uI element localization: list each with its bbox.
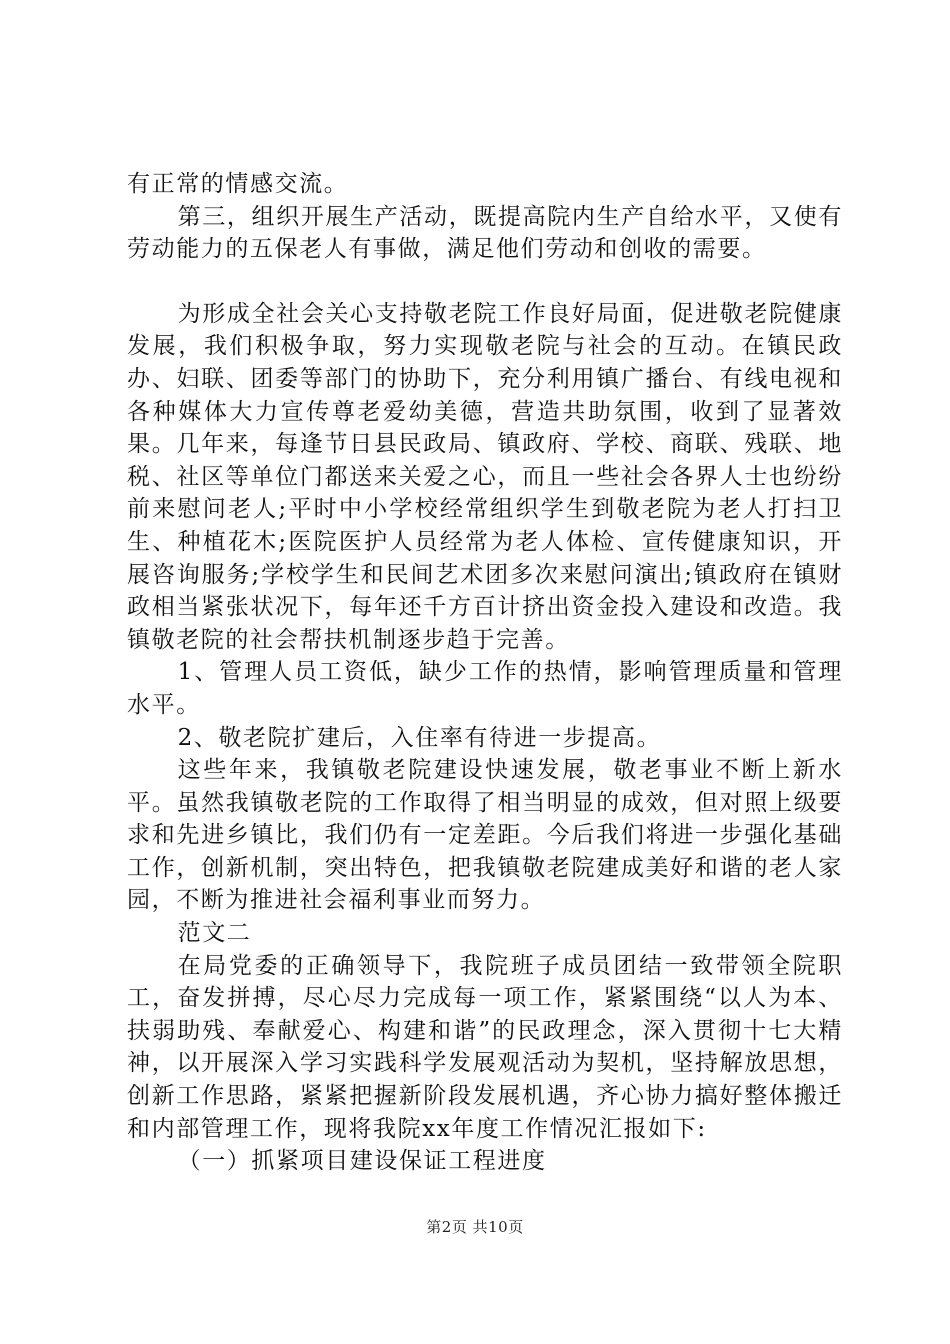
paragraph-sample-2-intro: 在局党委的正确领导下，我院班子成员团结一致带领全院职工，奋发拼搏，尽心尽力完成每一项工作，紧紧围绕“以人为本、扶弱助残、奉献爱心、构建和谐”的民政理念，深入贯彻十七大精神，以开展深入学习实践科学发展观活动为契机，坚持解放思想，创新工作思路，紧紧把握新阶段发展机遇，齐心协力搞好整体搬迁和内部管理工作，现将我院xx年度工作情况汇报如下: bbox=[127, 952, 843, 1142]
section-heading-sample-2: 范文二 bbox=[177, 920, 252, 947]
subheading-project-construction: （一）抓紧项目建设保证工程进度 bbox=[177, 1148, 547, 1175]
document-body bbox=[127, 168, 843, 1178]
paragraph-gap bbox=[127, 266, 843, 298]
paragraph-third-point: 第三，组织开展生产活动，既提高院内生产自给水平，又使有劳动能力的五保老人有事做，满足他们劳动和创收的需要。 bbox=[127, 203, 843, 263]
paragraph-conclusion: 这些年来，我镇敬老院建设快速发展，敬老事业不断上新水平。虽然我镇敬老院的工作取得了相当明显的成效，但对照上级要求和先进乡镇比，我们仍有一定差距。今后我们将进一步强化基础工作，创新机制，突出特色，把我镇敬老院建成美好和谐的老人家园，不断为推进社会福利事业而努力。 bbox=[127, 757, 843, 914]
page-footer: 第2页 共10页 bbox=[426, 1218, 524, 1236]
paragraph-problem-2: 2、敬老院扩建后，入住率有待进一步提高。 bbox=[177, 724, 662, 751]
paragraph-problem-1: 1、管理人员工资低，缺少工作的热情，影响管理质量和管理水平。 bbox=[127, 659, 843, 718]
paragraph-continuation: 有正常的情感交流。 bbox=[127, 171, 349, 197]
paragraph-social-support: 为形成全社会关心支持敬老院工作良好局面，促进敬老院健康发展，我们积极争取，努力实现敬老院与社会的互动。在镇民政办、妇联、团委等部门的协助下，充分利用镇广播台、有线电视和各种媒体大力宣传尊老爱幼美德，营造共助氛围，收到了显著效果。几年来，每逢节日县民政局、镇政府、学校、商联、残联、地税、社区等单位门都送来关爱之心，而且一些社会各界人士也纷纷前来慰问老人;平时中小学校经常组织学生到敬老院为老人打扫卫生、种植花木;医院医护人员经常为老人体检、宣传健康知识，开展咨询服务;学校学生和民间艺术团多次来慰问演出;镇政府在镇财政相当紧张状况下，每年还千方百计挤出资金投入建设和改造。我镇敬老院的社会帮扶机制逐步趋于完善。 bbox=[127, 300, 843, 653]
